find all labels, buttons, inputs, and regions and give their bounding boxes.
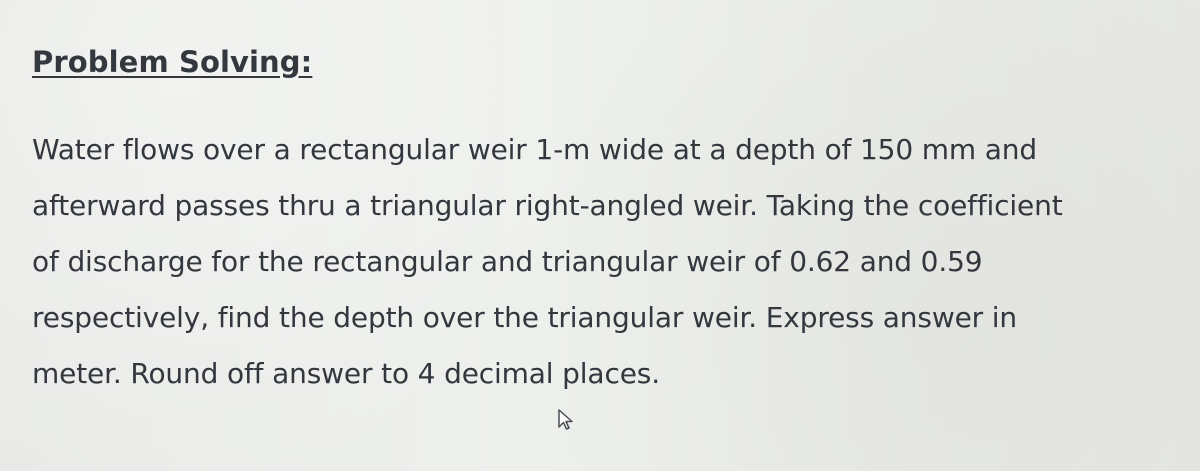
problem-statement <box>32 122 1182 402</box>
problem-line: afterward passes thru a triangular right-angled weir. Taking the coefficient <box>32 189 1063 222</box>
problem-heading: Problem Solving: <box>32 45 313 79</box>
problem-line: of discharge for the rectangular and triangular weir of 0.62 and 0.59 <box>32 245 983 278</box>
problem-line: meter. Round off answer to 4 decimal places. <box>32 357 660 390</box>
problem-line: Water flows over a rectangular weir 1-m wide at a depth of 150 mm and <box>32 133 1037 166</box>
problem-line: respectively, find the depth over the triangular weir. Express answer in <box>32 301 1017 334</box>
mouse-pointer-icon <box>555 408 577 432</box>
